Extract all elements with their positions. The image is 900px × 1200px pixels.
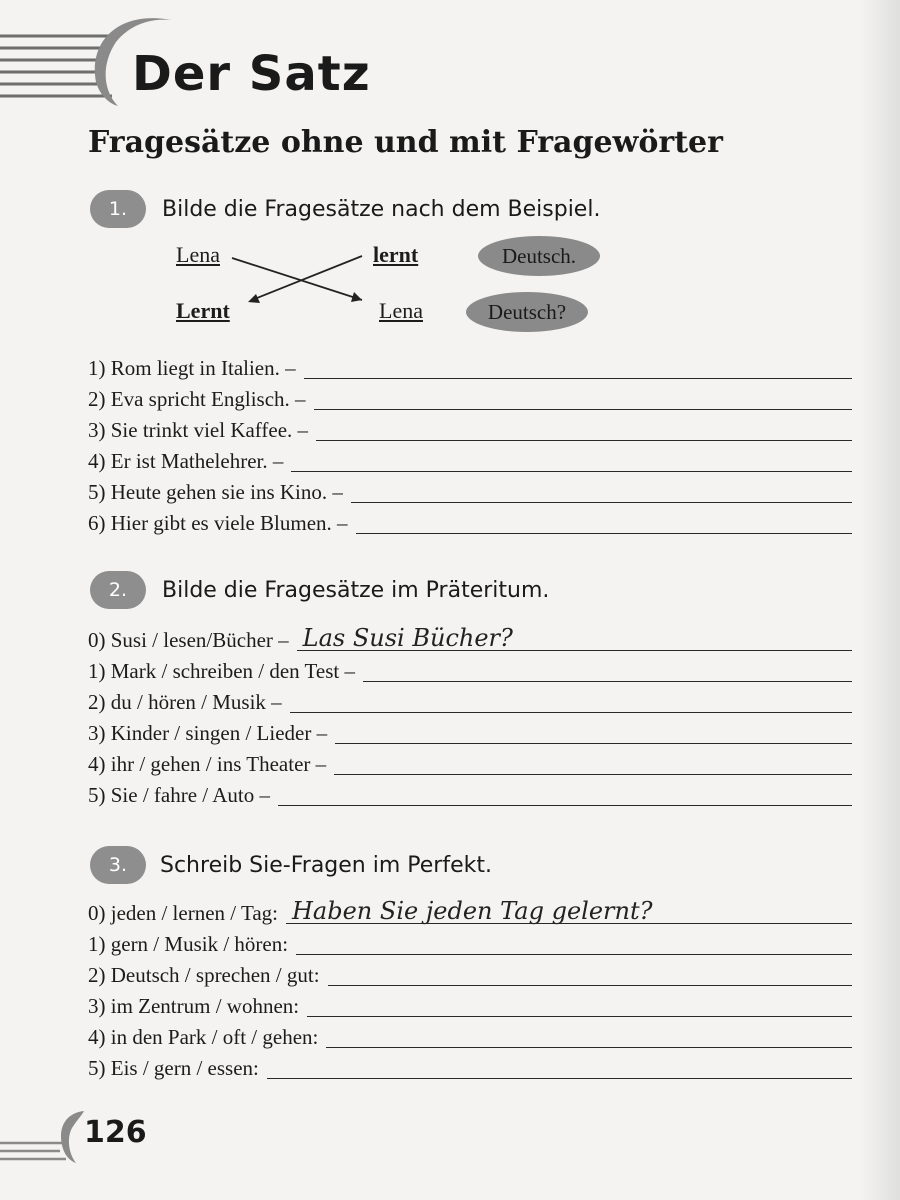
item-prompt: 1) Rom liegt in Italien. –: [88, 356, 296, 380]
item-prompt: 4) Er ist Mathelehrer. –: [88, 449, 284, 473]
exercise-item: [88, 620, 852, 651]
example-word-lernt: lernt: [373, 242, 419, 267]
exercise-number-badge: 1.: [90, 190, 146, 228]
exercise-1-items: [88, 348, 852, 534]
answer-line[interactable]: [267, 1056, 852, 1079]
exercise-item: [88, 651, 852, 682]
answer-line[interactable]: [278, 783, 852, 806]
item-prompt: 6) Hier gibt es viele Blumen. –: [88, 511, 348, 535]
exercise-item: [88, 682, 852, 713]
answer-line[interactable]: [334, 752, 852, 775]
exercise-item: [88, 348, 852, 379]
example-pill-deutsch-question: Deutsch?: [466, 292, 588, 332]
example-diagram: [170, 234, 620, 344]
page-number: 126: [84, 1115, 147, 1150]
item-prompt: 0) Susi / lesen/Bücher –: [88, 628, 289, 652]
answer-line[interactable]: [297, 624, 852, 652]
exercise-2-items: [88, 620, 852, 806]
answer-line[interactable]: [335, 721, 852, 744]
item-prompt: 0) jeden / lernen / Tag:: [88, 901, 278, 925]
chapter-title: Der Satz: [132, 46, 371, 102]
item-prompt: 1) Mark / schreiben / den Test –: [88, 659, 355, 683]
item-prompt: 5) Sie / fahre / Auto –: [88, 783, 270, 807]
item-prompt: 5) Heute gehen sie ins Kino. –: [88, 480, 343, 504]
exercise-item: [88, 955, 852, 986]
exercise-item: [88, 1048, 852, 1079]
answer-line[interactable]: [328, 963, 852, 986]
item-prompt: 5) Eis / gern / essen:: [88, 1056, 259, 1080]
answer-line[interactable]: [286, 897, 852, 925]
example-word-lena-question: Lena: [379, 298, 423, 323]
exercise-item: [88, 503, 852, 534]
exercise-item: [88, 893, 852, 924]
example-word-lernt-question: Lernt: [176, 298, 230, 323]
exercise-instruction: Bilde die Fragesätze nach dem Beispiel.: [162, 197, 601, 222]
answer-text: Las Susi Bücher?: [302, 624, 513, 652]
exercise-item: [88, 924, 852, 955]
answer-line[interactable]: [316, 418, 852, 441]
answer-line[interactable]: [304, 356, 852, 379]
item-prompt: 3) Sie trinkt viel Kaffee. –: [88, 418, 309, 442]
answer-line[interactable]: [363, 659, 852, 682]
answer-line[interactable]: [290, 690, 852, 713]
answer-line[interactable]: [351, 480, 852, 503]
exercise-instruction: Bilde die Fragesätze im Präteritum.: [162, 578, 550, 603]
item-prompt: 4) ihr / gehen / ins Theater –: [88, 752, 327, 776]
exercise-item: [88, 775, 852, 806]
exercise-instruction: Schreib Sie-Fragen im Perfekt.: [160, 853, 492, 878]
answer-line[interactable]: [314, 387, 852, 410]
exercise-item: [88, 441, 852, 472]
answer-line[interactable]: [307, 994, 852, 1017]
answer-text: Haben Sie jeden Tag gelernt?: [292, 897, 653, 925]
exercise-item: [88, 379, 852, 410]
example-pill-deutsch-statement: Deutsch.: [478, 236, 600, 276]
answer-line[interactable]: [291, 449, 852, 472]
item-prompt: 1) gern / Musik / hören:: [88, 932, 289, 956]
exercise-item: [88, 1017, 852, 1048]
exercise-number-badge: 3.: [90, 846, 146, 884]
item-prompt: 2) Eva spricht Englisch. –: [88, 387, 306, 411]
item-prompt: 2) Deutsch / sprechen / gut:: [88, 963, 320, 987]
answer-line[interactable]: [356, 511, 852, 534]
answer-line[interactable]: [326, 1025, 852, 1048]
item-prompt: 4) in den Park / oft / gehen:: [88, 1025, 319, 1049]
exercise-item: [88, 713, 852, 744]
example-word-lena: Lena: [176, 242, 220, 267]
page-edge-shadow: [860, 0, 900, 1200]
exercise-item: [88, 472, 852, 503]
section-title: Fragesätze ohne und mit Fragewörter: [88, 125, 723, 160]
item-prompt: 3) Kinder / singen / Lieder –: [88, 721, 328, 745]
exercise-3-items: [88, 893, 852, 1079]
exercise-item: [88, 410, 852, 441]
exercise-number-badge: 2.: [90, 571, 146, 609]
exercise-item: [88, 986, 852, 1017]
exercise-item: [88, 744, 852, 775]
answer-line[interactable]: [296, 932, 852, 955]
item-prompt: 3) im Zentrum / wohnen:: [88, 994, 300, 1018]
item-prompt: 2) du / hören / Musik –: [88, 690, 282, 714]
